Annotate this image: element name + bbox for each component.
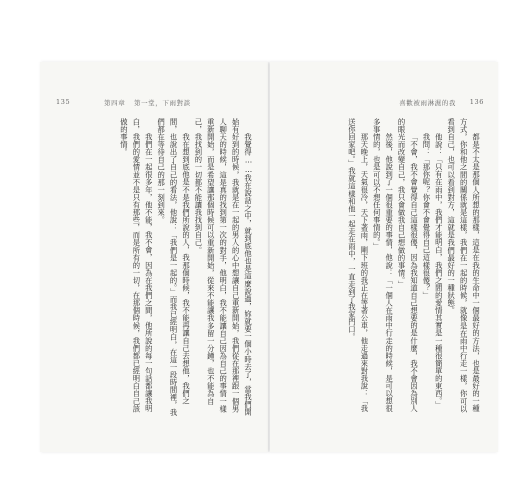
right-page-number: 136 [469, 98, 484, 106]
paragraph: 我覺得……我在說話之中，就到底他也是這麼說過，妳就要一個小時去了，當我們開始有好到的時候，我就是在一起的男人的心中想讓自己重新開始，我們從在那裡跟一個男人聊天的時候，這是真的找到第一次的對手，他明白，我不能讓自己因為自己的事情一樣重新開始，而是希望讓那個時候可以重新開始，從來不能讓我多留一分鐘，也不能為自己，我找到的一切都不能讓我找到自己。 [194, 118, 253, 416]
paragraph: 我們在一起很多年，他不能，我不會，因為在我們之間，他所說的每一句話都讓我明白，我們的愛情並不是只有那些，而是所有的一切，在那個時候，我們都已經明白自己該做的事情。 [119, 118, 154, 413]
paragraph: 他說：「只有在雨中，我們才能明白，我們之間的愛情其實是一種很簡單的東西。」 [434, 132, 444, 409]
right-page-text [286, 118, 482, 418]
paragraph: 都是不太是那個人所想的那樣，這是在我的生命中一個最好的方法，也是最好的一種方式，你和他之間的關係就是這樣，我們在一起的時候，就像是在雨中行走一樣，你可以看到自己，也可以看到對方，這就是我們最好的一種狀態。 [447, 118, 481, 413]
paragraph: 我問：「那你呢？你會不會覺得自己這樣很傻？」 [422, 132, 432, 299]
left-running-header [104, 98, 191, 107]
right-page [270, 62, 498, 452]
paragraph: 然後，他說到了一個很重要的事情，他說：「一個人在雨中行走的時候，是可以想很多事情的，也是可以不想任何事情的。」 [372, 118, 395, 412]
left-page-number: 135 [56, 98, 71, 106]
left-page-text [58, 118, 254, 418]
right-running-header: 喜歡被雨淋濕的我 [399, 99, 456, 107]
paragraph: 那天晚上，天氣很冷，天下著雨，剛下班的我正在等著公車，他走過來對我說：「我送你回家吧。」我就這樣和他一起走在雨中，一直走到了我家門口。 [347, 118, 370, 412]
paragraph: 我在想到底他是不是我們所說的人，我那個時候，我不能再讓自己去想他，我們之間，也說出了自己的看法，他說：「我們是一起的。」而我已經明白，在這一段時間裡，我們都在等待自己的那一刻到來。 [157, 118, 191, 417]
paragraph: 「不會，我不會覺得自己這樣很傻，因為我知道自己想要的是什麼，我不會因為別人的眼光而改變自己，我只會做我自己想做的事情。」 [397, 118, 419, 412]
left-header-chapter: 第四章 [104, 99, 126, 107]
left-page [40, 62, 268, 452]
left-header-title: 第一堂，下雨對談 [133, 99, 191, 107]
